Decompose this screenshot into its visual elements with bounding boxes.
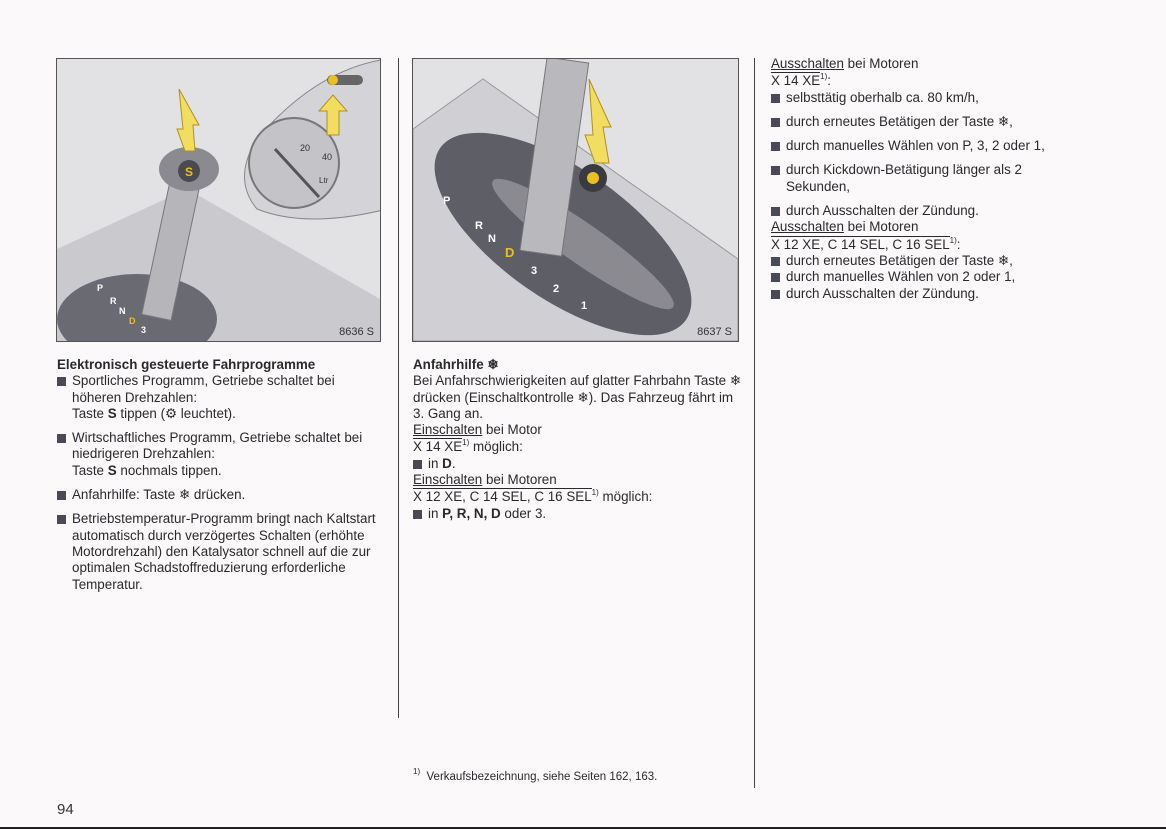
gear-3: 3 [531, 265, 538, 277]
list-item: durch manuelles Wählen von 2 oder 1, [771, 269, 1071, 285]
column-3 [771, 56, 1071, 302]
list-item: Anfahrhilfe: Taste ❄ drücken. [57, 487, 377, 503]
list-item: durch erneutes Betätigen der Taste ❄, [771, 114, 1071, 130]
gear-p: P [97, 283, 104, 293]
figure-number: 8637 S [697, 326, 732, 338]
footnote: $^{1)}$ Verkaufsbezeichnung, siehe Seiten 162, 163. [413, 767, 658, 783]
gear-lever-illustration [57, 59, 380, 341]
list-item: durch Kickdown-Betätigung länger als 2 Sekunden, [771, 162, 1071, 195]
list-item: durch manuelles Wählen von P, 3, 2 oder 1, [771, 138, 1071, 154]
subheading: Einschalten bei Motoren [413, 472, 557, 488]
column-divider [754, 58, 755, 788]
page-number: 94 [57, 801, 74, 818]
list-item: Betriebstemperatur-Programm bringt nach Kaltstart automatisch durch verzögertes Schalten (erhöhte Motordrehzahl) den Katalysator schnell auf die zur optimalen Schadstoffreduzierung erforderliche Temperatur. [57, 511, 377, 592]
gauge-label-20: 20 [300, 143, 311, 153]
gear-d: D [505, 245, 515, 260]
column-1 [57, 357, 377, 593]
engine-line: X 12 XE, C 14 SEL, C 16 SEL$^{1)}$: [771, 235, 961, 252]
column-2 [413, 357, 743, 522]
engine-line: X 14 XE$^{1)}$ möglich: [413, 438, 523, 455]
figure-gear-lever-s-button [56, 58, 381, 342]
list-item: Sportliches Programm, Getriebe schaltet bei höheren Drehzahlen: Taste S tippen (⚙ leuchtet). [57, 373, 377, 422]
list-item: durch Ausschalten der Zündung. [771, 286, 1071, 302]
gear-d: D [129, 316, 136, 326]
intro-text: Bei Anfahrschwierigkeiten auf glatter Fahrbahn Taste ❄ drücken (Einschaltkontrolle ❄). Das Fahrzeug fährt im 3. Gang an. [413, 373, 742, 421]
section-title: Elektronisch gesteuerte Fahrprogramme [57, 357, 316, 372]
subheading: Ausschalten bei Motoren [771, 56, 919, 71]
gear-n: N [119, 306, 126, 316]
figure-number: 8636 S [339, 326, 374, 338]
gear-r: R [110, 296, 117, 306]
section-title: Anfahrhilfe ❄ [413, 357, 499, 372]
gauge-label-40: 40 [322, 152, 333, 162]
list-item: selbsttätig oberhalb ca. 80 km/h, [771, 90, 1071, 106]
engine-line: X 14 XE$^{1)}$: [771, 72, 831, 89]
gear-r: R [475, 220, 483, 232]
selector-illustration [413, 59, 738, 341]
list-item: durch Ausschalten der Zündung. [771, 203, 1071, 219]
indicator-light-icon [328, 75, 338, 85]
list-item: in P, R, N, D oder 3. [413, 506, 743, 522]
column-divider [398, 58, 399, 718]
gear-p: P [443, 195, 451, 207]
snow-button-icon [587, 172, 599, 184]
subheading: Einschalten bei Motor [413, 422, 542, 438]
list-item: durch erneutes Betätigen der Taste ❄, [771, 253, 1071, 269]
gauge-label-ltr: Ltr [319, 176, 329, 185]
gear-2: 2 [553, 283, 560, 295]
subheading: Ausschalten bei Motoren [771, 219, 919, 235]
list-item: Wirtschaftliches Programm, Getriebe schaltet bei niedrigeren Drehzahlen: Taste S nochmals tippen. [57, 430, 377, 479]
engine-line: X 12 XE, C 14 SEL, C 16 SEL$^{1)}$ möglich: [413, 488, 653, 505]
list-item: in D. [413, 456, 743, 472]
gear-1: 1 [581, 300, 588, 312]
gear-3: 3 [141, 325, 147, 335]
figure-gear-lever-snow-button [412, 58, 739, 342]
gear-n: N [488, 233, 496, 245]
s-button-label: S [185, 165, 194, 179]
